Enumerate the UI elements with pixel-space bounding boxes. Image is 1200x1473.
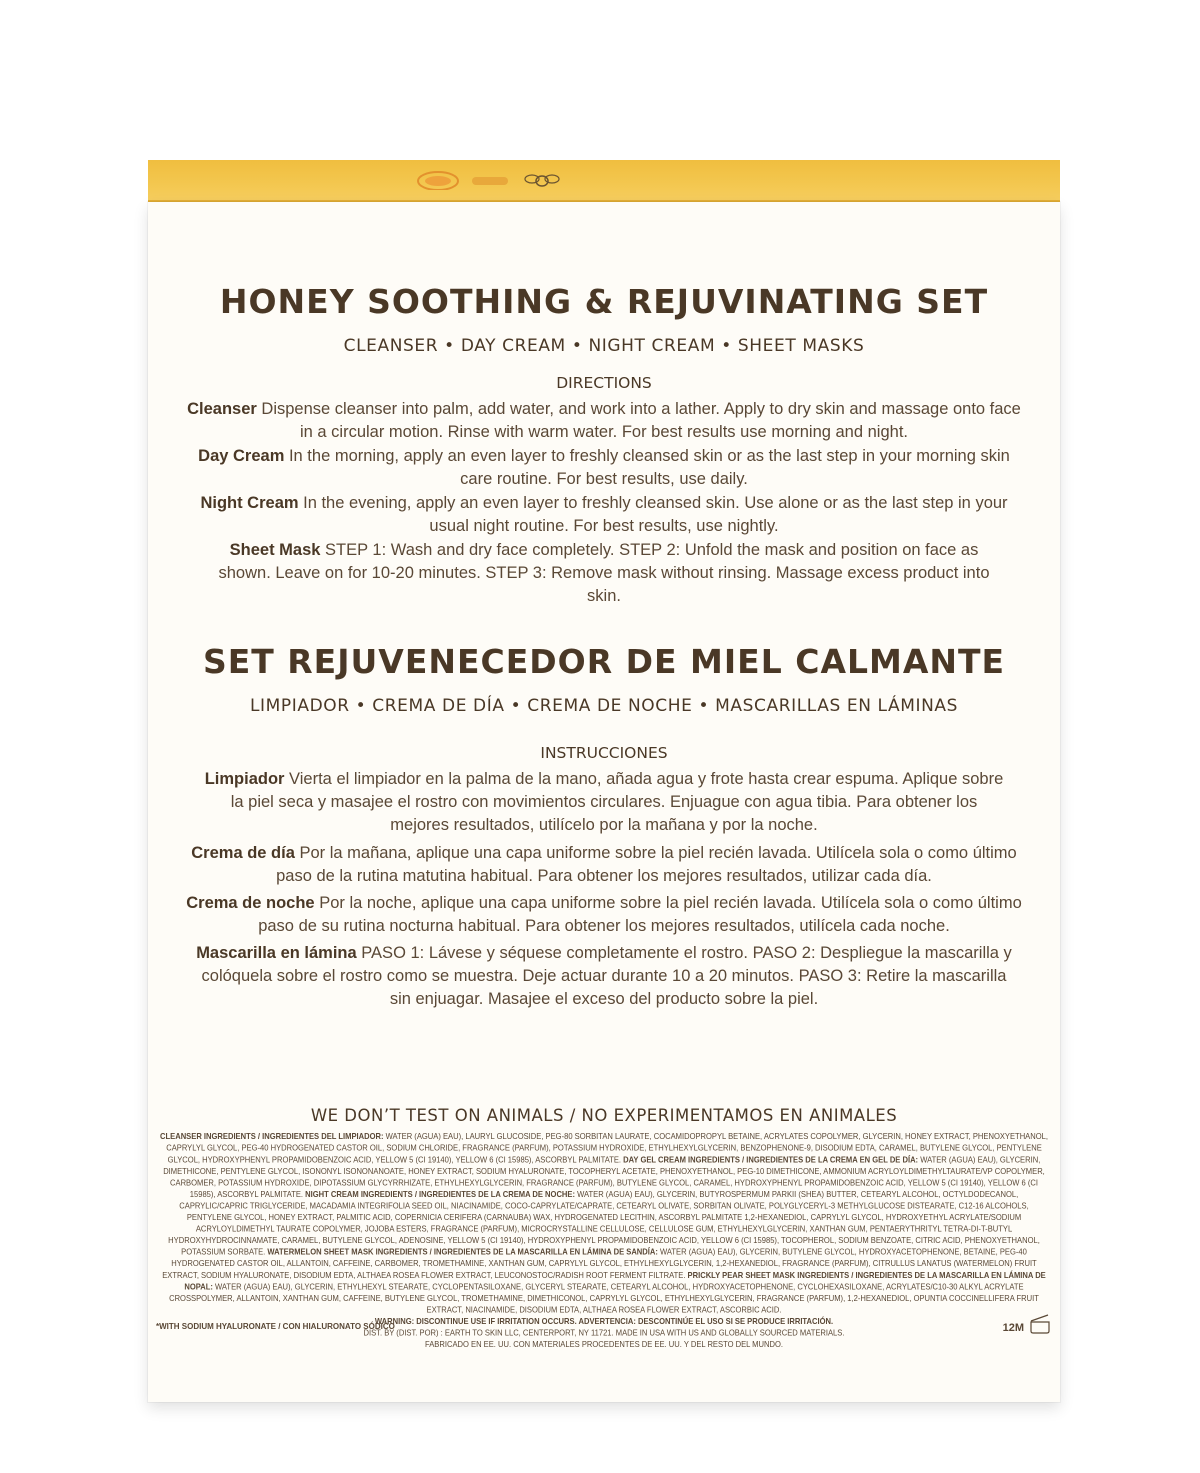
direction-label: Limpiador xyxy=(204,770,285,788)
period-after-opening xyxy=(1003,1312,1052,1334)
direction-label: Sheet Mask xyxy=(229,541,321,559)
cruelty-free-statement: WE DON’T TEST ON ANIMALS / NO EXPERIMENTAMOS EN ANIMALES xyxy=(310,1106,898,1125)
made-in-text: FABRICADO EN EE. UU. CON MATERIALES PROCEDENTES DE EE. UU. Y DEL RESTO DEL MUNDO. xyxy=(425,1339,783,1350)
direction-night-cream xyxy=(182,492,1026,538)
direction-label: Day Cream xyxy=(198,447,285,465)
ingredients-text: WATER (AGUA) EAU), GLYCERIN, ETHYLHEXYL STEARATE, CYCLOPENTASILOXANE, GLYCERYL STEARATE, CETEARYL ALCOHOL, HYDROXYACETOPHENONE, CYCLOHEXASILOXANE, ACRYLATES/C10-30 ALKYL ACRYLATE CROSSPOLYMER, ALLANTOIN, XANTHAN GUM, CAFFEINE, BUTYLENE GLYCOL, TROMETHAMINE, DIMETHICONOL, CAPRYLYL GLYCOL, ETHYLHEXYLGLYCERIN, FRAGRANCE (PARFUM), 1,2-HEXANEDIOL, OPUNTIA COCCINELLIFERA FRUIT EXTRACT, NIACINAMIDE, DISODIUM EDTA, ALTHAEA ROSEA FLOWER EXTRACT, ASCORBIC ACID. xyxy=(169,1281,1039,1315)
ingredients-label: PRICKLY PEAR SHEET MASK INGREDIENTS / INGREDIENTES DE LA MASCARILLA EN LÁMINA DE NOPAL: xyxy=(184,1270,1046,1292)
spanish-subtitle: LIMPIADOR • CREMA DE DÍA • CREMA DE NOCHE • MASCARILLAS EN LÁMINAS xyxy=(249,696,959,716)
direction-text: STEP 1: Wash and dry face completely. STEP 2: Unfold the mask and position on face as shown. Leave on for 10-20 minutes. STEP 3: Remove mask without rinsing. Massage excess product into skin. xyxy=(218,541,990,605)
direction-text: Por la noche, aplique una capa uniforme sobre la piel recién lavada. Utilícela sola o como último paso de su rutina nocturna habitual. Para obtener los mejores resultados, utilícela cada noche. xyxy=(258,894,1022,935)
open-jar-icon xyxy=(1028,1312,1052,1334)
direction-sheet-mask xyxy=(208,539,1000,608)
direction-text: In the morning, apply an even layer to freshly cleansed skin or as the last step in your morning skin care routine. For best results, use daily. xyxy=(284,447,1010,488)
english-subtitle: CLEANSER • DAY CREAM • NIGHT CREAM • SHEET MASKS xyxy=(343,336,865,356)
warning-text: WARNING: DISCONTINUE USE IF IRRITATION OCCURS. ADVERTENCIA: DESCONTINÚE EL USO SI SE PRODUCE IRRITACIÓN. xyxy=(374,1316,834,1327)
direction-cleanser xyxy=(182,398,1026,444)
ingredients-label: DAY GEL CREAM INGREDIENTS / INGREDIENTES DE LA CREMA EN GEL DE DÍA: xyxy=(621,1154,919,1165)
ingredients-text: WATER (AGUA) EAU), LAURYL GLUCOSIDE, PEG-80 SORBITAN LAURATE, COCAMIDOPROPYL BETAINE, ACRYLATES COPOLYMER, GLYCERIN, HONEY EXTRACT, PHENOXYETHANOL, CAPRYLYL GLYCOL, PEG-40 HYDROGENATED CASTOR OIL, SODIUM CHLORIDE, FRAGRANCE (PARFUM), POTASSIUM HYDROXIDE, ETHYLHEXYLGLYCERIN, BENZOPHENONE-9, DISODIUM EDTA, CARAMEL, BUTYLENE GLYCOL, PENTYLENE GLYCOL, HYDROXYPHENYL PROPAMIDOBENZOIC ACID, YELLOW 5 (CI 19140), YELLOW 6 (CI 15985), ASCORBYL PALMITATE. xyxy=(166,1131,1048,1165)
pao-label: 12M xyxy=(1002,1322,1024,1334)
ingredients-block xyxy=(158,1131,1050,1350)
ingredients-label: WATERMELON SHEET MASK INGREDIENTS / INGREDIENTES DE LA MASCARILLA EN LÁMINA DE SANDÍA: xyxy=(265,1247,658,1257)
direction-text: In the evening, apply an even layer to freshly cleansed skin. Use alone or as the last step in your usual night routine. For best results, use nightly. xyxy=(298,494,1008,535)
direction-text: PASO 1: Lávese y séquese completamente el rostro. PASO 2: Despliegue la mascarilla y colóquela sobre el rostro como se muestra. Deje actuar durante 10 a 20 minutos. PASO 3: Retire la mascarilla sin enjuagar. Masajee el exceso del producto sobre la piel. xyxy=(201,944,1012,1008)
english-title: HONEY SOOTHING & REJUVINATING SET xyxy=(219,282,989,321)
directions-heading: DIRECTIONS xyxy=(556,374,652,392)
ingredients-text: WATER (AGUA) EAU), GLYCERIN, DIMETHICONE, PENTYLENE GLYCOL, ISONONYL ISONONANOATE, HONEY EXTRACT, SODIUM HYALURONATE, TOCOPHERYL ACETATE, PHENOXYETHANOL, PEG-10 DIMETHICONE, AMMONIUM ACRYLOYLDIMETHYLTAURATE/VP COPOLYMER, CARBOMER, POTASSIUM HYDROXIDE, DIPOTASSIUM GLYCYRRHIZATE, ETHYLHEXYLGLYCERIN, FRAGRANCE (PARFUM), BUTYLENE GLYCOL, CARAMEL, HYDROXYPHENYL PROPAMIDOBENZOIC ACID, YELLOW 5 (CI 19140), YELLOW 6 (CI 15985), ASCORBYL PALMITATE. xyxy=(163,1154,1045,1200)
ingredients-label: NIGHT CREAM INGREDIENTS / INGREDIENTES DE LA CREMA DE NOCHE: xyxy=(303,1189,576,1200)
direction-label: Night Cream xyxy=(200,494,299,512)
direction-mascarilla xyxy=(196,942,1012,1011)
box-back-panel xyxy=(148,202,1060,1402)
instrucciones-heading: INSTRUCCIONES xyxy=(540,744,668,762)
direction-limpiador xyxy=(204,768,1004,837)
bee-icon xyxy=(520,170,564,190)
ingredients-label: CLEANSER INGREDIENTS / INGREDIENTES DEL LIMPIADOR: xyxy=(160,1131,384,1142)
direction-crema-de-noche xyxy=(174,892,1034,938)
spanish-title: SET REJUVENECEDOR DE MIEL CALMANTE xyxy=(202,642,1006,681)
direction-crema-de-dia xyxy=(174,842,1034,888)
direction-text: Por la mañana, aplique una capa uniforme sobre la piel recién lavada. Utilícela sola o como último paso de la rutina matutina habitual. Para obtener los mejores resultados, utilizar cada día. xyxy=(276,844,1017,885)
direction-label: Cleanser xyxy=(187,400,257,418)
direction-day-cream xyxy=(182,445,1026,491)
ingredients-text: WATER (AGUA) EAU), GLYCERIN, BUTYROSPERMUM PARKII (SHEA) BUTTER, CETEARYL ALCOHOL, OCTYLDODECANOL, CAPRYLIC/CAPRIC TRIGLYCERIDE, MACADAMIA INTEGRIFOLIA SEED OIL, NIACINAMIDE, COCO-CAPRYLATE/CAPRATE, CETEARYL OLIVATE, SORBITAN OLIVATE, POLYGLYCERYL-3 METHYLGLUCOSE DISTEARATE, C12-16 ALCOHOLS, PENTYLENE GLYCOL, HONEY EXTRACT, PALMITIC ACID, COPERNICIA CERIFERA (CARNAUBA) WAX, HYDROGENATED LECITHIN, ASCORBYL PALMITATE 1,2-HEXANEDIOL, CAPRYLYL GLYCOL, HYDROXYETHYL ACRYLATE/SODIUM ACRYLOYLDIMETHYL TAURATE COPOLYMER, JOJOBA ESTERS, FRAGRANCE (PARFUM), MICROCRYSTALLINE CELLULOSE, CELLULOSE GUM, ETHYLHEXYLGLYCERIN, XANTHAN GUM, PENTAERYTHRITYL TETRA-DI-T-BUTYL HYDROXYHYDROCINNAMATE, CARAMEL, BUTYLENE GLYCOL, ADENOSINE, YELLOW 5 (CI 19140), HYDROXYPHENYL PROPAMIDOBENZOIC ACID, YELLOW 6 (CI 15985), TOCOPHEROL, SODIUM BENZOATE, CITRIC ACID, PHENOXYETHANOL, POTASSIUM SORBATE. xyxy=(168,1189,1040,1257)
brand-seal-icon xyxy=(416,170,460,190)
footnote: *WITH SODIUM HYALURONATE / CON HIALURONATO SÓDICO xyxy=(156,1322,395,1331)
distributor-text: DIST. BY (DIST. POR) : EARTH TO SKIN LLC, CENTERPORT, NY 11721. MADE IN USA WITH US AND GLOBALLY SOURCED MATERIALS. xyxy=(363,1328,845,1338)
brand-wordmark-icon xyxy=(470,170,510,190)
direction-label: Crema de noche xyxy=(186,894,315,912)
direction-text: Vierta el limpiador en la palma de la mano, añada agua y frote hasta crear espuma. Aplique sobre la piel seca y masajee el rostro con movimientos circulares. Enjuague con agua tibia. Para obtener los mejores resultados, utilícelo por la mañana y por la noche. xyxy=(230,770,1004,834)
ingredients-text: WATER (AGUA) EAU), GLYCERIN, BUTYLENE GLYCOL, HYDROXYACETOPHENONE, BETAINE, PEG-40 HYDROGENATED CASTOR OIL, ALLANTOIN, CAFFEINE, CARBOMER, TROMETHAMINE, XANTHAN GUM, CAPRYLYL GLYCOL, ETHYLHEXYLGLYCERIN, 1,2-HEXANEDIOL, FRAGRANCE (PARFUM), CITRULLUS LANATUS (WATERMELON) FRUIT EXTRACT, SODIUM HYALURONATE, DISODIUM EDTA, ALTHAEA ROSEA FLOWER EXTRACT, LEUCONOSTOC/RADISH ROOT FERMENT FILTRATE. xyxy=(162,1247,1037,1280)
box-top-flap xyxy=(148,160,1060,202)
direction-label: Crema de día xyxy=(191,844,295,862)
direction-label: Mascarilla en lámina xyxy=(196,944,357,962)
direction-text: Dispense cleanser into palm, add water, and work into a lather. Apply to dry skin and massage onto face in a circular motion. Rinse with warm water. For best results use morning and night. xyxy=(256,400,1021,441)
